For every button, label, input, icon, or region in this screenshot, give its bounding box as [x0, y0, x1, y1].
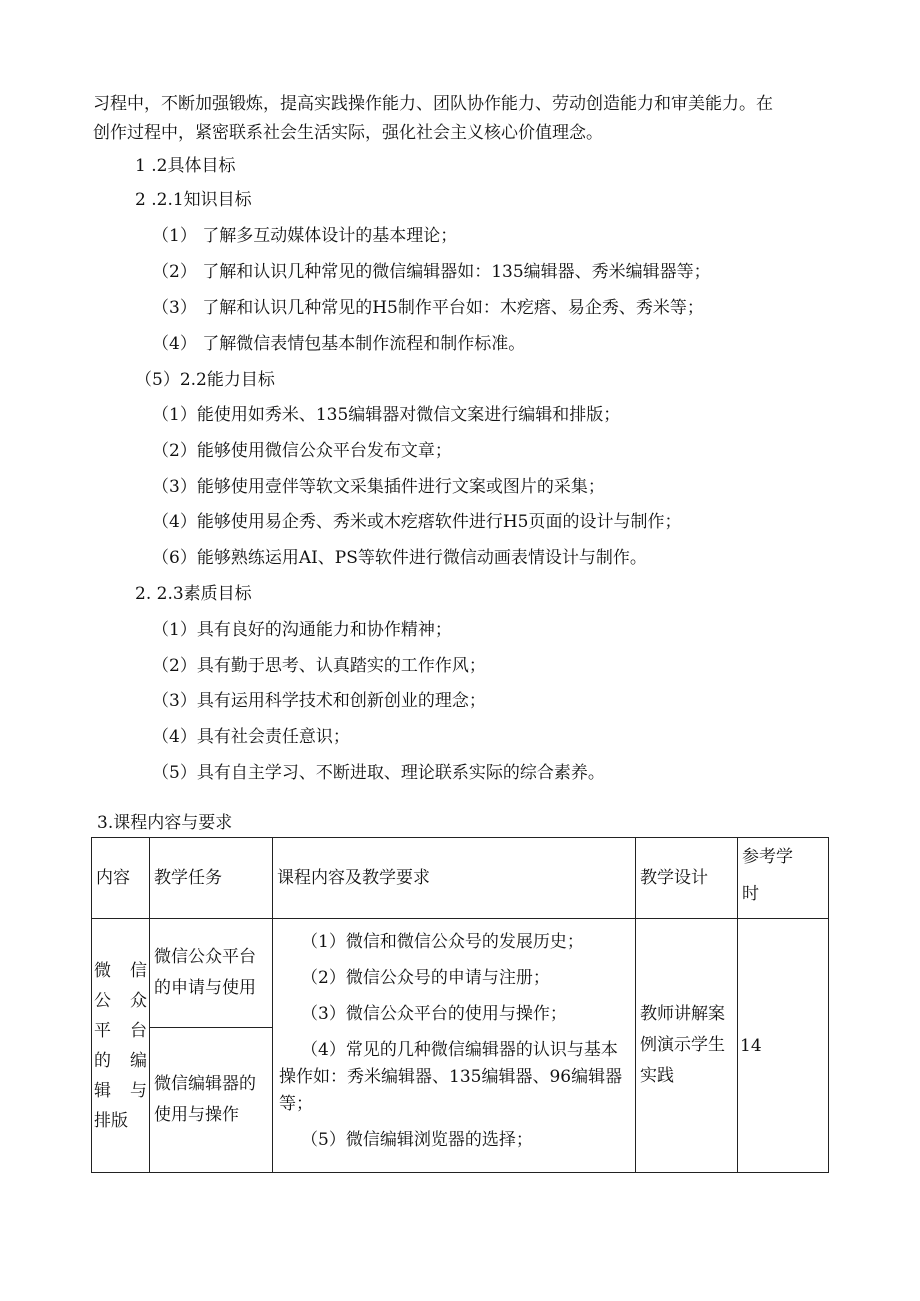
heading-knowledge-goals: 2 .2.1知识目标 [135, 190, 252, 210]
ability-goal-item: （3）能够使用壹伴等软文采集插件进行文案或图片的采集； [152, 477, 605, 497]
quality-goal-item: （2）具有勤于思考、认真踏实的工作作风； [152, 656, 486, 676]
header-content: 内容 [92, 838, 150, 919]
quality-goal-item: （1）具有良好的沟通能力和协作精神； [152, 620, 452, 640]
requirement-item: （1）微信和微信公众号的发展历史； [301, 932, 584, 952]
content-line: 的 编 [94, 1050, 147, 1071]
header-design: 教学设计 [636, 838, 738, 919]
knowledge-goal-item: （2） 了解和认识几种常见的微信编辑器如：135编辑器、秀米编辑器等； [152, 262, 711, 282]
course-content-table [91, 837, 829, 1173]
paragraph-line-1: 习程中，不断加强锻炼，提高实践操作能力、团队协作能力、劳动创造能力和审美能力。在 [93, 94, 773, 114]
knowledge-goal-item: （4） 了解微信表情包基本制作流程和制作标准。 [152, 334, 526, 354]
header-hours-line-1: 参考学 [742, 847, 793, 867]
requirement-item: （3）微信公众平台的使用与操作； [301, 1004, 567, 1024]
content-line: 辑 与 [94, 1080, 147, 1101]
quality-goal-item: （3）具有运用科学技术和创新创业的理念； [152, 691, 486, 711]
cell-content-wechat-editing [92, 919, 150, 1173]
cell-design: 教师讲解案例演示学生实践 [636, 919, 738, 1173]
ability-goal-item: （6）能够熟练运用AI、PS等软件进行微信动画表情设计与制作。 [152, 548, 647, 568]
quality-goal-item: （4）具有社会责任意识； [152, 727, 350, 747]
heading-ability-goals: （5）2.2能力目标 [135, 370, 275, 390]
heading-quality-goals: 2. 2.3素质目标 [135, 584, 252, 604]
cell-hours: 14 [738, 919, 829, 1173]
quality-goal-item: （5）具有自主学习、不断进取、理论联系实际的综合素养。 [152, 763, 605, 783]
header-task: 教学任务 [150, 838, 273, 919]
requirement-item: （4）常见的几种微信编辑器的认识与基本操作如：秀米编辑器、135编辑器、96编辑器等； [279, 1040, 623, 1114]
heading-course-content: 3.课程内容与要求 [97, 813, 233, 833]
cell-task-platform: 微信公众平台的申请与使用 [150, 919, 273, 1028]
paragraph-line-2: 创作过程中，紧密联系社会生活实际，强化社会主义核心价值理念。 [93, 123, 603, 143]
knowledge-goal-item: （1） 了解多互动媒体设计的基本理论； [152, 226, 458, 246]
knowledge-goal-item: （3） 了解和认识几种常见的H5制作平台如：木疙瘩、易企秀、秀米等； [152, 298, 704, 318]
ability-goal-item: （1）能使用如秀米、135编辑器对微信文案进行编辑和排版； [152, 405, 621, 425]
ability-goal-item: （2）能够使用微信公众平台发布文章； [152, 441, 452, 461]
requirement-item: （2）微信公众号的申请与注册； [301, 968, 550, 988]
table-header-row [92, 838, 829, 919]
table-row [92, 919, 829, 1028]
header-requirements: 课程内容及教学要求 [273, 838, 636, 919]
requirement-item: （5）微信编辑浏览器的选择； [301, 1130, 533, 1150]
heading-specific-goals: 1 .2具体目标 [135, 156, 236, 176]
content-line: 排版 [94, 1110, 128, 1131]
content-line: 公 众 [94, 990, 147, 1011]
cell-requirements [273, 919, 636, 1173]
cell-task-editor: 微信编辑器的使用与操作 [150, 1028, 273, 1173]
content-line: 平 台 [94, 1020, 147, 1041]
ability-goal-item: （4）能够使用易企秀、秀米或木疙瘩软件进行H5页面的设计与制作； [152, 512, 682, 532]
header-hours-line-2: 时 [742, 884, 759, 904]
content-line: 微 信 [94, 960, 147, 981]
header-hours [738, 838, 829, 919]
